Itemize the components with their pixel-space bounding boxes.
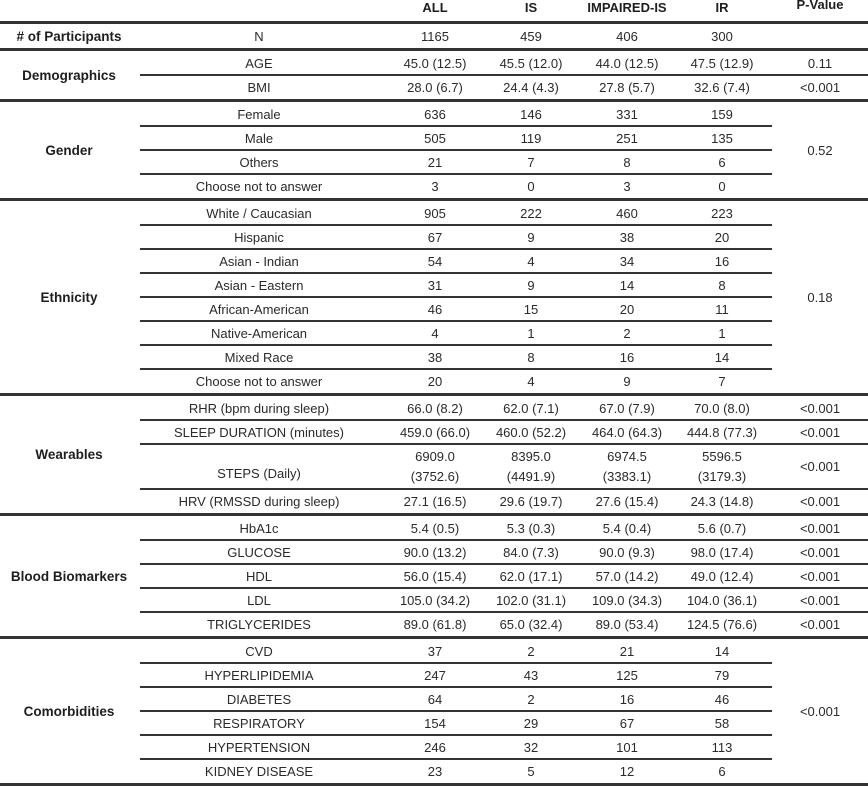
- cell-is: 146: [520, 106, 542, 122]
- cell-p-value: <0.001: [799, 568, 841, 584]
- cell-ir: 49.0 (12.4): [690, 568, 754, 584]
- column-header-impaired-is: IMPAIRED-IS: [587, 0, 667, 15]
- cell-ir: 135: [711, 130, 733, 146]
- cell-all: 66.0 (8.2): [407, 400, 463, 416]
- cell-is: 5: [527, 763, 535, 779]
- cell-impaired: 464.0 (64.3): [591, 424, 663, 440]
- cell-ir: 58: [714, 715, 730, 731]
- cell-impaired: 2: [623, 325, 631, 341]
- row-label: African-American: [209, 301, 309, 317]
- cell-impaired-mean: 6974.5: [607, 448, 647, 464]
- cell-ir-mean: 5596.5: [702, 448, 742, 464]
- row-label: AGE: [245, 55, 273, 71]
- cell-ir: 6: [718, 763, 726, 779]
- cell-impaired: 5.4 (0.4): [602, 520, 652, 536]
- cell-ir-sd: (3179.3): [697, 468, 747, 484]
- cell-all: [385, 444, 485, 489]
- section-p-value: <0.001: [799, 703, 841, 719]
- cell-is: 460.0 (52.2): [495, 424, 567, 440]
- cell-all: 37: [427, 643, 443, 659]
- cell-is-mean: 8395.0: [511, 448, 551, 464]
- cell-all: 28.0 (6.7): [407, 79, 463, 95]
- cell-all: 459.0 (66.0): [399, 424, 471, 440]
- cell-is: 45.5 (12.0): [499, 55, 563, 71]
- cell-impaired: 89.0 (53.4): [595, 616, 659, 632]
- cell-is: 62.0 (17.1): [499, 568, 563, 584]
- cell-impaired: 109.0 (34.3): [591, 592, 663, 608]
- cell-all: 905: [424, 205, 446, 221]
- cell-impaired: 331: [616, 106, 638, 122]
- cell-ir: 11: [715, 301, 729, 317]
- cell-all: 45.0 (12.5): [403, 55, 467, 71]
- cell-impaired: 21: [619, 643, 635, 659]
- cell-is: 15: [523, 301, 539, 317]
- cell-impaired: 34: [619, 253, 635, 269]
- cell-impaired: 67.0 (7.9): [599, 400, 655, 416]
- cell-is: 1: [527, 325, 535, 341]
- row-label: STEPS (Daily): [217, 466, 301, 481]
- cell-p-value: <0.001: [799, 79, 841, 95]
- row-label: Hispanic: [234, 229, 284, 245]
- cell-p-value: <0.001: [799, 592, 841, 608]
- cell-all: 67: [427, 229, 443, 245]
- cell-impaired: 44.0 (12.5): [595, 55, 659, 71]
- cell-impaired: 27.6 (15.4): [595, 493, 659, 509]
- row-label: Mixed Race: [224, 349, 294, 365]
- section-p-value: 0.52: [807, 142, 833, 158]
- cell-ir: 6: [718, 154, 726, 170]
- cell-is: 29.6 (19.7): [499, 493, 563, 509]
- cell-is: 119: [520, 130, 542, 146]
- cell-all: 54: [427, 253, 443, 269]
- cell-is: 24.4 (4.3): [503, 79, 559, 95]
- cell-ir: 5.6 (0.7): [697, 520, 747, 536]
- cell-is: 32: [523, 739, 539, 755]
- row-label: Asian - Indian: [219, 253, 299, 269]
- row-label: Male: [244, 130, 274, 146]
- column-header-is: IS: [524, 0, 538, 15]
- cell-all: 31: [427, 277, 443, 293]
- column-header-all: ALL: [422, 0, 448, 15]
- cell-all: 5.4 (0.5): [410, 520, 460, 536]
- cell-ir: [674, 444, 770, 489]
- cell-impaired-sd: (3383.1): [602, 468, 652, 484]
- row-label: TRIGLYCERIDES: [207, 616, 311, 632]
- cell-impaired: 9: [623, 373, 631, 389]
- cell-all: 89.0 (61.8): [403, 616, 467, 632]
- cell-ir: 98.0 (17.4): [690, 544, 754, 560]
- cell-is: 7: [527, 154, 535, 170]
- cell-impaired: 27.8 (5.7): [599, 79, 655, 95]
- row-label: HbA1c: [239, 520, 279, 536]
- cell-all: 154: [424, 715, 446, 731]
- row-label: Asian - Eastern: [214, 277, 304, 293]
- row-label: White / Caucasian: [206, 205, 312, 221]
- cell-ir: 444.8 (77.3): [686, 424, 758, 440]
- cell-all-mean: 6909.0: [415, 448, 455, 464]
- cell-is: 0: [527, 178, 535, 194]
- row-label: HYPERTENSION: [207, 739, 311, 755]
- cell-impaired: 251: [616, 130, 638, 146]
- cell-is: 102.0 (31.1): [495, 592, 567, 608]
- cell-impaired: 90.0 (9.3): [599, 544, 655, 560]
- cell-p-value: 0.11: [807, 55, 833, 71]
- row-label: Native-American: [210, 325, 308, 341]
- cell-p-value: <0.001: [799, 400, 841, 416]
- cell-ir: 104.0 (36.1): [686, 592, 758, 608]
- cell-impaired: 406: [616, 28, 638, 44]
- row-label: DIABETES: [226, 691, 292, 707]
- cell-impaired: 8: [623, 154, 631, 170]
- cell-impaired: 16: [619, 691, 635, 707]
- cell-p-value: <0.001: [799, 493, 841, 509]
- cell-all: 505: [424, 130, 446, 146]
- cell-is: 4: [527, 253, 535, 269]
- cell-all: 90.0 (13.2): [403, 544, 467, 560]
- cell-all: 636: [424, 106, 446, 122]
- row-label: HRV (RMSSD during sleep): [178, 493, 340, 509]
- row-label: SLEEP DURATION (minutes): [173, 424, 344, 440]
- cell-impaired: 14: [619, 277, 635, 293]
- cell-all: 56.0 (15.4): [403, 568, 467, 584]
- cell-impaired: 16: [619, 349, 635, 365]
- cell-is: 62.0 (7.1): [503, 400, 559, 416]
- cell-impaired: 3: [623, 178, 631, 194]
- cell-ir: 70.0 (8.0): [694, 400, 750, 416]
- cell-is: [483, 444, 579, 489]
- cell-impaired: 125: [616, 667, 638, 683]
- column-header-p-value: P-Value: [796, 0, 844, 12]
- cell-all: 105.0 (34.2): [399, 592, 471, 608]
- cell-is: 8: [527, 349, 535, 365]
- cell-ir: 7: [718, 373, 726, 389]
- cell-ir: 8: [718, 277, 726, 293]
- cell-impaired: 67: [619, 715, 635, 731]
- row-label: HYPERLIPIDEMIA: [204, 667, 314, 683]
- cell-ir: 16: [714, 253, 730, 269]
- cell-is: 5.3 (0.3): [506, 520, 556, 536]
- cell-impaired: 460: [616, 205, 638, 221]
- cell-is: 29: [523, 715, 539, 731]
- row-label: KIDNEY DISEASE: [204, 763, 314, 779]
- cell-impaired: [578, 444, 676, 489]
- row-label: Choose not to answer: [195, 178, 323, 194]
- category-label: Comorbidities: [23, 703, 115, 719]
- cell-all: 27.1 (16.5): [403, 493, 467, 509]
- cell-ir: 0: [718, 178, 726, 194]
- row-label: Female: [237, 106, 281, 122]
- cell-ir: 14: [714, 643, 730, 659]
- cell-p-value: <0.001: [799, 459, 841, 474]
- cell-is: 222: [520, 205, 542, 221]
- cell-ir: 159: [711, 106, 733, 122]
- row-label: LDL: [247, 592, 271, 608]
- row-label: BMI: [247, 79, 271, 95]
- cell-ir: 79: [714, 667, 730, 683]
- cell-is-sd: (4491.9): [506, 468, 556, 484]
- cell-ir: 20: [714, 229, 730, 245]
- cell-p-value: <0.001: [799, 520, 841, 536]
- cell-ir: 300: [711, 28, 733, 44]
- cell-impaired: 57.0 (14.2): [595, 568, 659, 584]
- cell-impaired: 12: [619, 763, 635, 779]
- cell-is: 4: [527, 373, 535, 389]
- cell-is: 9: [527, 277, 535, 293]
- category-label: Ethnicity: [40, 289, 98, 305]
- cell-ir: 47.5 (12.9): [690, 55, 754, 71]
- cell-p-value: <0.001: [799, 544, 841, 560]
- cell-ir: 223: [711, 205, 733, 221]
- section-p-value: 0.18: [807, 289, 833, 305]
- cell-ir: 14: [714, 349, 730, 365]
- cell-is: 2: [527, 643, 535, 659]
- cell-all: 38: [427, 349, 443, 365]
- category-label: # of Participants: [16, 28, 122, 44]
- cell-is: 459: [520, 28, 542, 44]
- cell-impaired: 20: [619, 301, 635, 317]
- row-label: CVD: [245, 643, 273, 659]
- column-header-ir: IR: [715, 0, 729, 15]
- cell-ir: 113: [711, 739, 733, 755]
- row-label: RHR (bpm during sleep): [188, 400, 330, 416]
- cell-ir: 1: [718, 325, 726, 341]
- cell-is: 9: [527, 229, 535, 245]
- category-label: Blood Biomarkers: [10, 568, 128, 584]
- cell-is: 65.0 (32.4): [499, 616, 563, 632]
- cell-all: 3: [431, 178, 439, 194]
- cell-all-sd: (3752.6): [410, 468, 460, 484]
- cell-is: 43: [523, 667, 539, 683]
- cell-ir: 46: [714, 691, 730, 707]
- cell-all: 1165: [421, 28, 449, 44]
- cell-all: 4: [431, 325, 439, 341]
- cell-all: 46: [427, 301, 443, 317]
- row-label: Choose not to answer: [195, 373, 323, 389]
- cell-all: 23: [427, 763, 443, 779]
- cell-ir: 124.5 (76.6): [686, 616, 758, 632]
- cell-impaired: 101: [616, 739, 638, 755]
- cell-all: 21: [427, 154, 443, 170]
- cell-ir: 32.6 (7.4): [694, 79, 750, 95]
- row-label: GLUCOSE: [227, 544, 291, 560]
- cell-impaired: 38: [619, 229, 635, 245]
- cell-all: 64: [427, 691, 443, 707]
- cell-p-value: <0.001: [799, 616, 841, 632]
- row-label: N: [254, 28, 264, 44]
- cell-is: 84.0 (7.3): [503, 544, 559, 560]
- category-label: Wearables: [35, 447, 103, 462]
- cell-all: 247: [424, 667, 446, 683]
- category-label: Gender: [45, 142, 93, 158]
- row-label: RESPIRATORY: [213, 715, 305, 731]
- cell-ir: 24.3 (14.8): [690, 493, 754, 509]
- cell-all: 20: [427, 373, 443, 389]
- cell-p-value: [775, 24, 865, 48]
- row-label: HDL: [245, 568, 272, 584]
- row-label: Others: [239, 154, 279, 170]
- category-label: Demographics: [22, 67, 116, 83]
- cell-all: 246: [424, 739, 446, 755]
- cell-p-value: <0.001: [799, 424, 841, 440]
- cell-is: 2: [527, 691, 535, 707]
